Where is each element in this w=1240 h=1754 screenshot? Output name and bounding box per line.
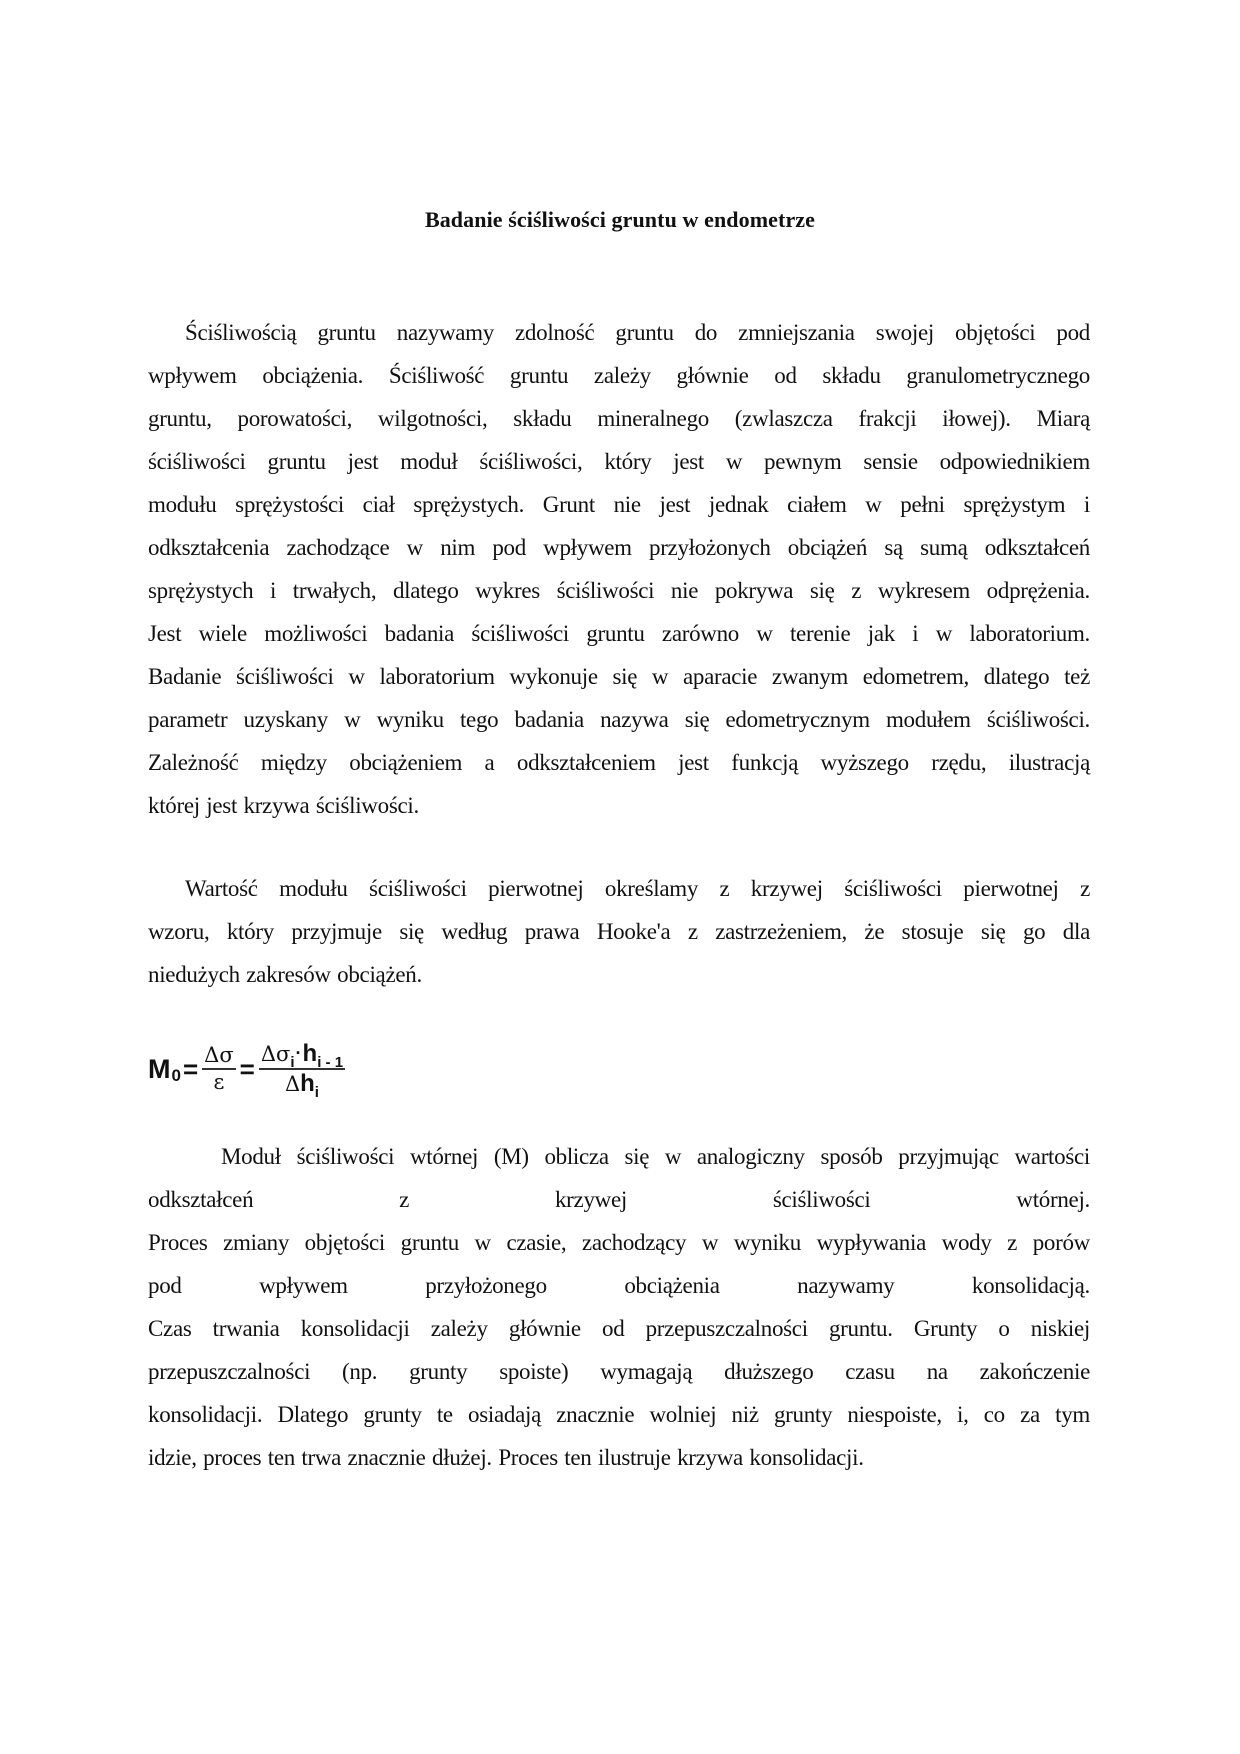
text-line: idzie, proces ten trwa znacznie dłużej. Proces ten ilustruje krzywa konsolidacji. <box>148 1445 864 1470</box>
delta: Δ <box>284 1072 301 1096</box>
symbol-h: h <box>300 1070 315 1097</box>
text-line: konsolidacji. Dlatego grunty te osiadają znacznie wolniej niż grunty niespoiste, i, co za tym <box>148 1402 1090 1427</box>
subscript-i: i <box>290 1054 295 1071</box>
fraction-numerator: Δσ <box>204 1043 234 1067</box>
text-line: Czas trwania konsolidacji zależy głównie od przepuszczalności gruntu. Grunty o niskiej <box>148 1316 1090 1341</box>
formula-equals: = <box>239 1053 255 1084</box>
text-line: której jest krzywa ściśliwości. <box>148 793 419 818</box>
text-line: niedużych zakresów obciążeń. <box>148 962 422 987</box>
text-line: Wartość modułu ściśliwości pierwotnej określamy z krzywej ściśliwości pierwotnej z <box>185 876 1090 901</box>
formula-fraction-stress-strain <box>202 1045 236 1093</box>
formula-equals: = <box>182 1053 199 1084</box>
formula-symbol-m: M <box>148 1053 171 1084</box>
document-title: Badanie ściśliwości gruntu w endometrze <box>424 207 816 232</box>
text-line: gruntu, porowatości, wilgotności, składu mineralnego (zwlaszcza frakcji iłowej). Miarą <box>148 406 1090 431</box>
fraction-denominator: ε <box>213 1070 225 1094</box>
text-line: parametr uzyskany w wyniku tego badania nazywa się edometrycznym modułem ściśliwości. <box>148 707 1090 732</box>
delta-sigma: Δσ <box>260 1042 291 1066</box>
formula-fraction-height <box>259 1040 345 1101</box>
text-line: odkształceń z krzywej ściśliwości wtórnej. <box>148 1187 1090 1212</box>
paragraph-primary-modulus <box>148 867 1090 996</box>
text-line: ściśliwości gruntu jest moduł ściśliwości, który jest w pewnym sensie odpowiednikiem <box>148 449 1090 474</box>
fraction-numerator <box>259 1040 345 1071</box>
formula-subscript-0: 0 <box>171 1066 181 1085</box>
paragraph-compressibility-intro <box>148 311 1090 827</box>
paragraph-secondary-modulus-consolidation <box>148 1135 1090 1479</box>
text-line: wzoru, który przyjmuje się według prawa Hooke'a z zastrzeżeniem, że stosuje się go dla <box>148 919 1090 944</box>
text-line: odkształcenia zachodzące w nim pod wpływem przyłożonych obciążeń są sumą odkształceń <box>148 535 1090 560</box>
text-line: pod wpływem przyłożonego obciążenia nazywamy konsolidacją. <box>148 1273 1090 1298</box>
text-line: Zależność między obciążeniem a odkształceniem jest funkcją wyższego rzędu, ilustracją <box>148 750 1090 775</box>
fraction-denominator <box>283 1070 321 1101</box>
text-line: wpływem obciążenia. Ściśliwość gruntu zależy głównie od składu granulometrycznego <box>148 363 1090 388</box>
subscript-i-minus-1: i - 1 <box>317 1054 344 1071</box>
text-line: przepuszczalności (np. grunty spoiste) wymagają dłuższego czasu na zakończenie <box>148 1359 1090 1384</box>
multiply-dot: · <box>295 1043 302 1063</box>
text-line: Moduł ściśliwości wtórnej (M) oblicza się w analogiczny sposób przyjmując wartości <box>221 1144 1090 1169</box>
text-line: Jest wiele możliwości badania ściśliwości gruntu zarówno w terenie jak i w laboratorium. <box>148 621 1090 646</box>
subscript-i: i <box>314 1084 319 1101</box>
text-line: Ściśliwością gruntu nazywamy zdolność gruntu do zmniejszania swojej objętości pod <box>185 320 1090 345</box>
modulus-formula <box>148 1036 347 1102</box>
symbol-h: h <box>302 1040 318 1067</box>
text-line: modułu sprężystości ciał sprężystych. Grunt nie jest jednak ciałem w pełni sprężystym i <box>148 492 1090 517</box>
text-line: Proces zmiany objętości gruntu w czasie, zachodzący w wyniku wypływania wody z porów <box>148 1230 1090 1255</box>
text-line: Badanie ściśliwości w laboratorium wykonuje się w aparacie zwanym edometrem, dlatego też <box>148 664 1090 689</box>
text-line: sprężystych i trwałych, dlatego wykres ściśliwości nie pokrywa się z wykresem odprężenia. <box>148 578 1090 603</box>
